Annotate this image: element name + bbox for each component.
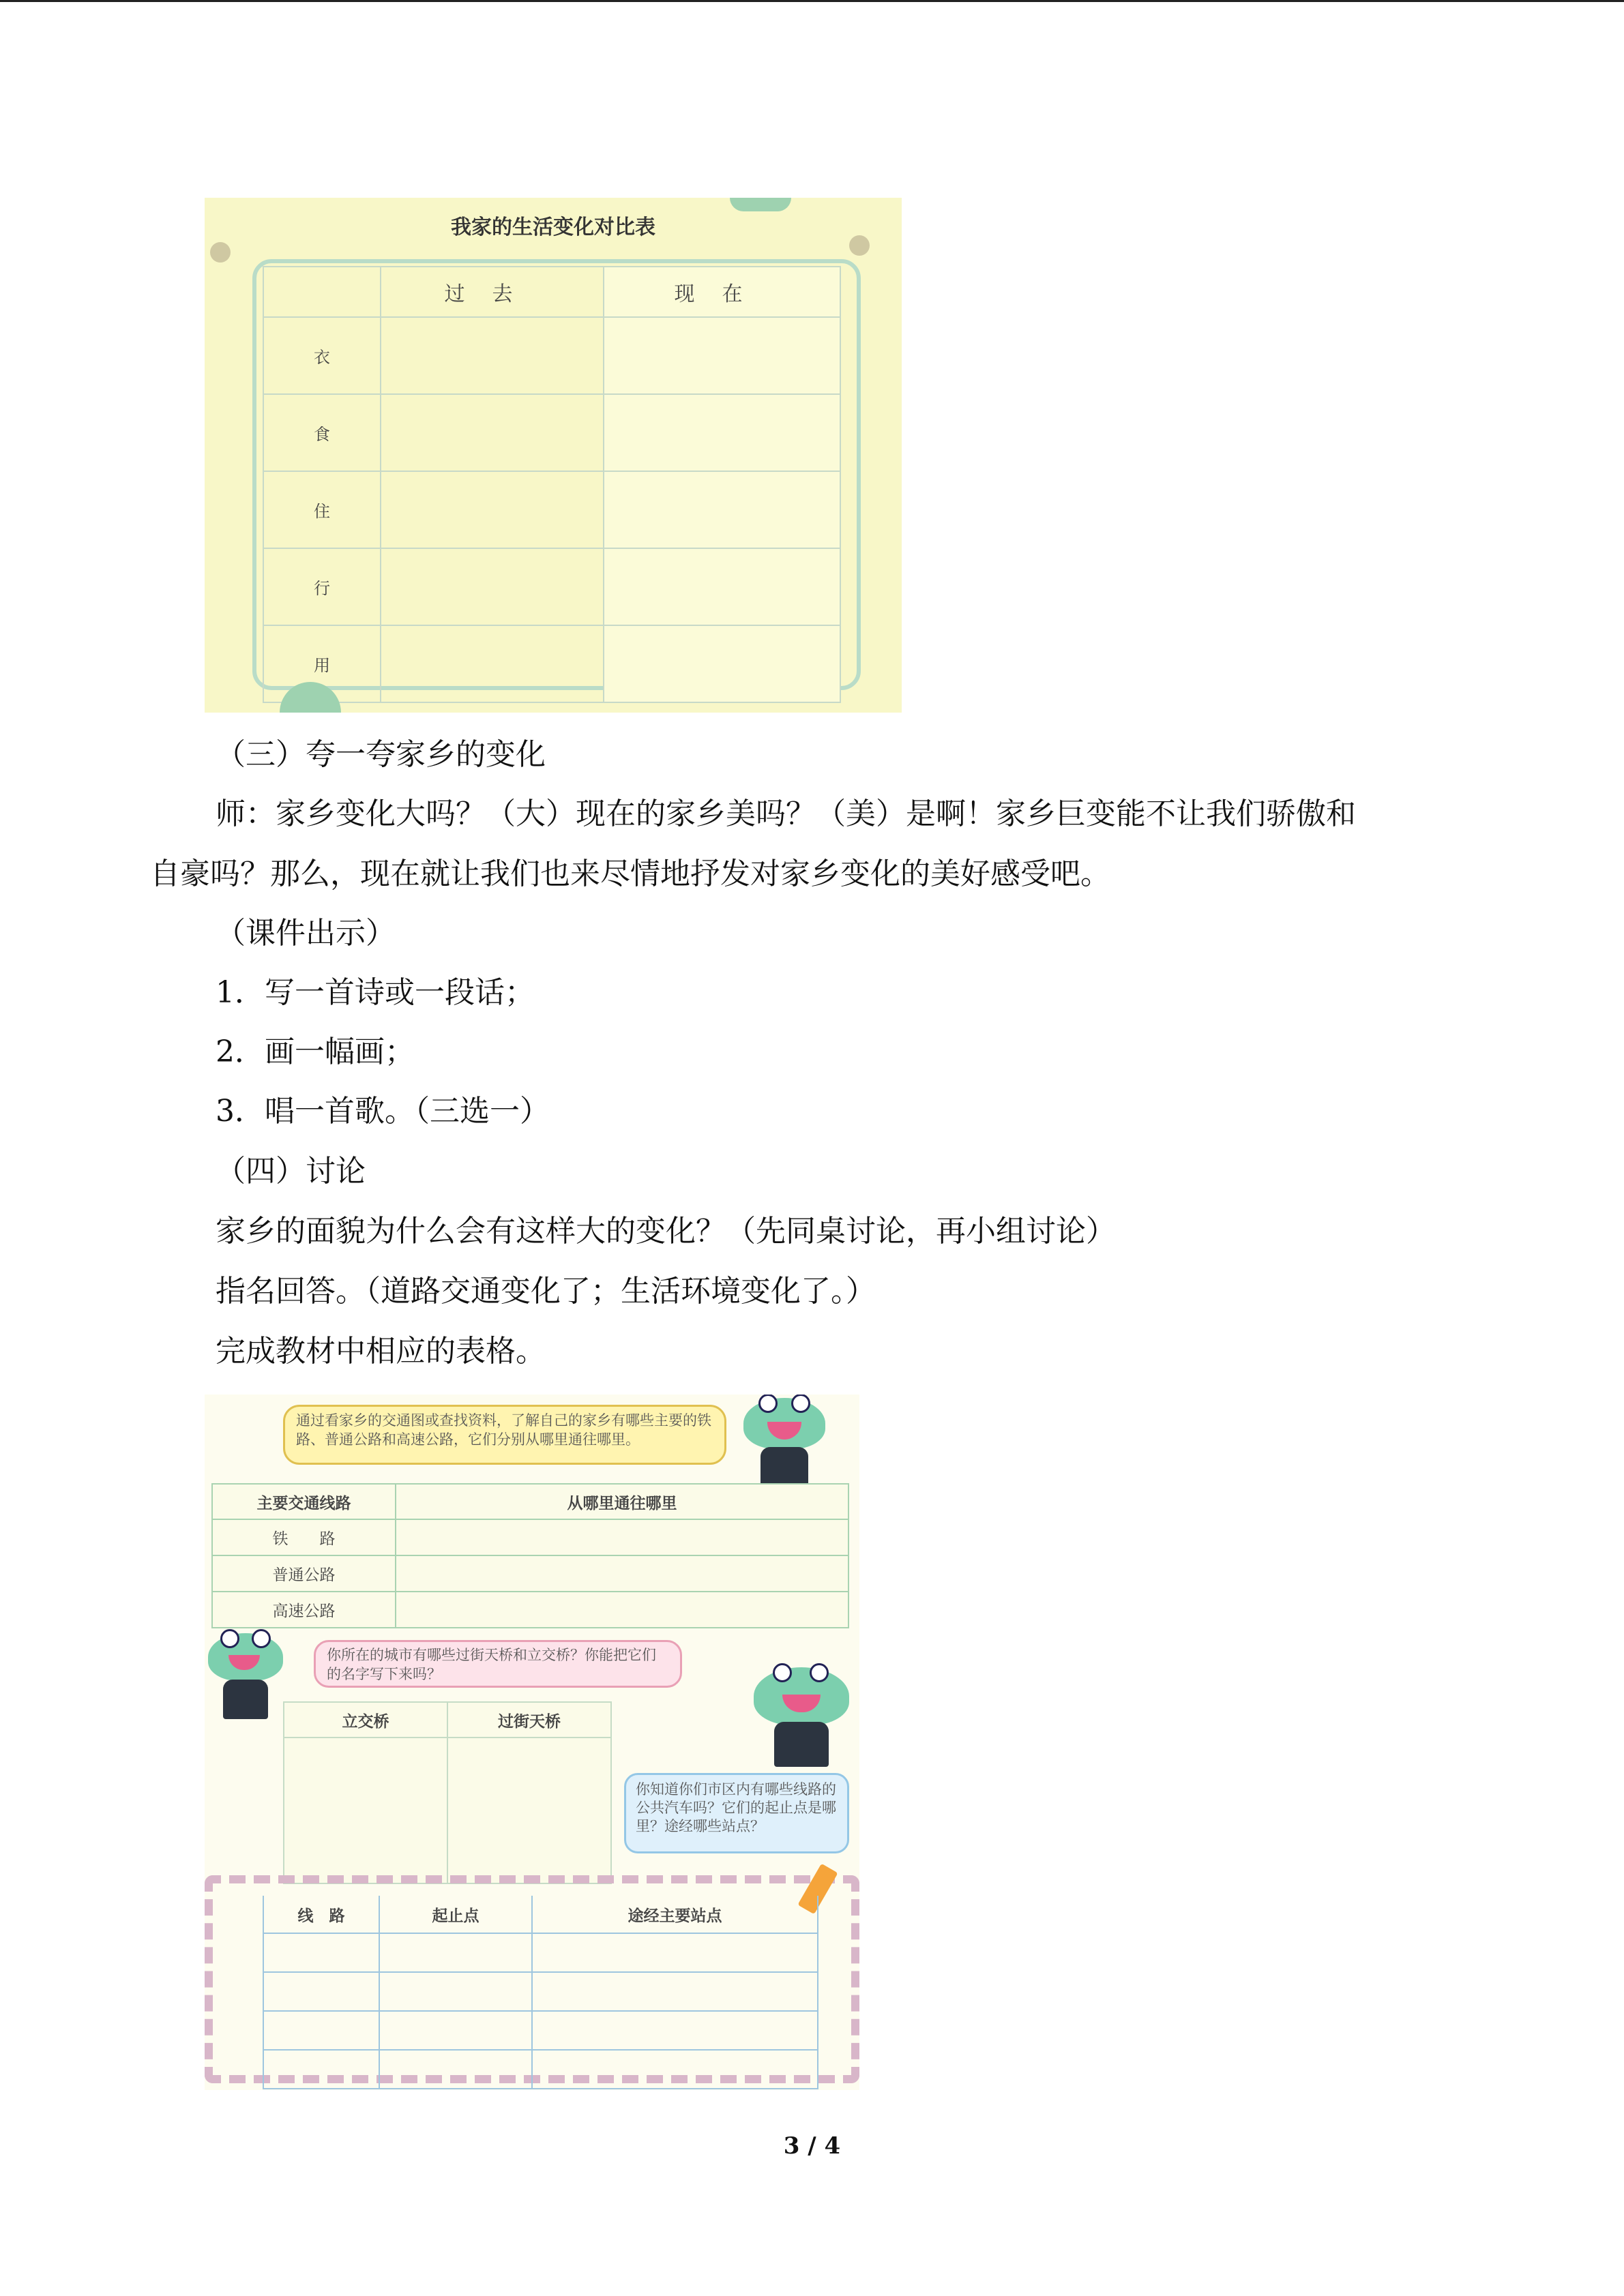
section-heading: （四）讨论: [216, 1154, 366, 1189]
cell: [381, 625, 604, 702]
speech-bubble: 你知道你们市区内有哪些线路的公共汽车吗？它们的起止点是哪里？途经哪些站点？: [624, 1773, 849, 1853]
speech-bubble: 你所在的城市有哪些过街天桥和立交桥？你能把它们的名字写下来吗？: [314, 1640, 682, 1688]
row-header-goods: 用: [263, 625, 381, 702]
cell: [379, 2011, 532, 2050]
header-cell: 过街天桥: [447, 1702, 611, 1738]
row-header-housing: 住: [263, 471, 381, 548]
top-rule: [0, 0, 1624, 2]
cell: [396, 1592, 848, 1628]
cell: [604, 317, 840, 394]
cell: [284, 1738, 447, 1883]
cell: [396, 1519, 848, 1555]
bus-routes-table: [263, 1896, 818, 2089]
cell: [532, 2050, 818, 2089]
header-cell: 主要交通线路: [212, 1484, 396, 1519]
header-cell: 从哪里通往哪里: [396, 1484, 848, 1519]
cell: [379, 1972, 532, 2011]
header-cell: 线 路: [263, 1896, 379, 1933]
cell: [604, 625, 840, 702]
cell: [379, 1933, 532, 1972]
header-cell: 起止点: [379, 1896, 532, 1933]
row-label: 普通公路: [212, 1555, 396, 1592]
cell: [381, 317, 604, 394]
cell: [396, 1555, 848, 1592]
frog-mascot-icon: [754, 1667, 849, 1725]
column-header-now: 现在: [604, 267, 840, 317]
header-cell: 立交桥: [284, 1702, 447, 1738]
cell: [381, 548, 604, 625]
life-comparison-figure: [205, 198, 902, 713]
row-header-food: 食: [263, 394, 381, 471]
frog-mascot-icon: [743, 1398, 825, 1449]
cell: [379, 2050, 532, 2089]
list-item: 2．画一幅画；: [216, 1034, 415, 1069]
cell: [532, 1972, 818, 2011]
transport-lines-table: [211, 1483, 849, 1628]
row-header-clothing: 衣: [263, 317, 381, 394]
paragraph-line: 完成教材中相应的表格。: [216, 1334, 546, 1369]
row-header-transport: 行: [263, 548, 381, 625]
row-label: 高速公路: [212, 1592, 396, 1628]
cell: [604, 471, 840, 548]
pin-icon: [849, 235, 870, 256]
column-header-past: 过去: [381, 267, 604, 317]
list-item: 3．唱一首歌。（三选一）: [216, 1094, 550, 1129]
speech-bubble: 通过看家乡的交通图或查找资料，了解自己的家乡有哪些主要的铁路、普通公路和高速公路，它们分别从哪里通往哪里。: [283, 1405, 726, 1465]
corner-cell: [263, 267, 381, 317]
cell: [604, 394, 840, 471]
cell: [263, 2050, 379, 2089]
paragraph-line: 师：家乡变化大吗？（大）现在的家乡美吗？（美）是啊！家乡巨变能不让我们骄傲和: [216, 796, 1356, 831]
courseware-note: （课件出示）: [216, 916, 396, 951]
paragraph-line: 指名回答。（道路交通变化了；生活环境变化了。）: [216, 1274, 876, 1309]
pin-icon: [210, 242, 231, 263]
cell: [263, 2011, 379, 2050]
frog-mascot-icon: [730, 198, 791, 211]
bridges-table: [283, 1701, 612, 1884]
header-cell: 途经主要站点: [532, 1896, 818, 1933]
comparison-table: [263, 266, 841, 703]
cell: [263, 1972, 379, 2011]
paragraph-line: 自豪吗？那么，现在就让我们也来尽情地抒发对家乡变化的美好感受吧。: [150, 856, 1110, 891]
cell: [447, 1738, 611, 1883]
figure-title: 我家的生活变化对比表: [451, 215, 655, 239]
section-heading: （三）夸一夸家乡的变化: [216, 737, 546, 772]
paragraph-line: 家乡的面貌为什么会有这样大的变化？（先同桌讨论，再小组讨论）: [216, 1214, 1116, 1249]
frog-mascot-icon: [208, 1633, 283, 1681]
cell: [381, 394, 604, 471]
cell: [604, 548, 840, 625]
page-number: 3 / 4: [783, 2132, 841, 2160]
cell: [532, 2011, 818, 2050]
cell: [263, 1933, 379, 1972]
row-label: 铁 路: [212, 1519, 396, 1555]
list-item: 1．写一首诗或一段话；: [216, 975, 535, 1010]
textbook-transport-figure: [205, 1395, 859, 2090]
cell: [381, 471, 604, 548]
cell: [532, 1933, 818, 1972]
